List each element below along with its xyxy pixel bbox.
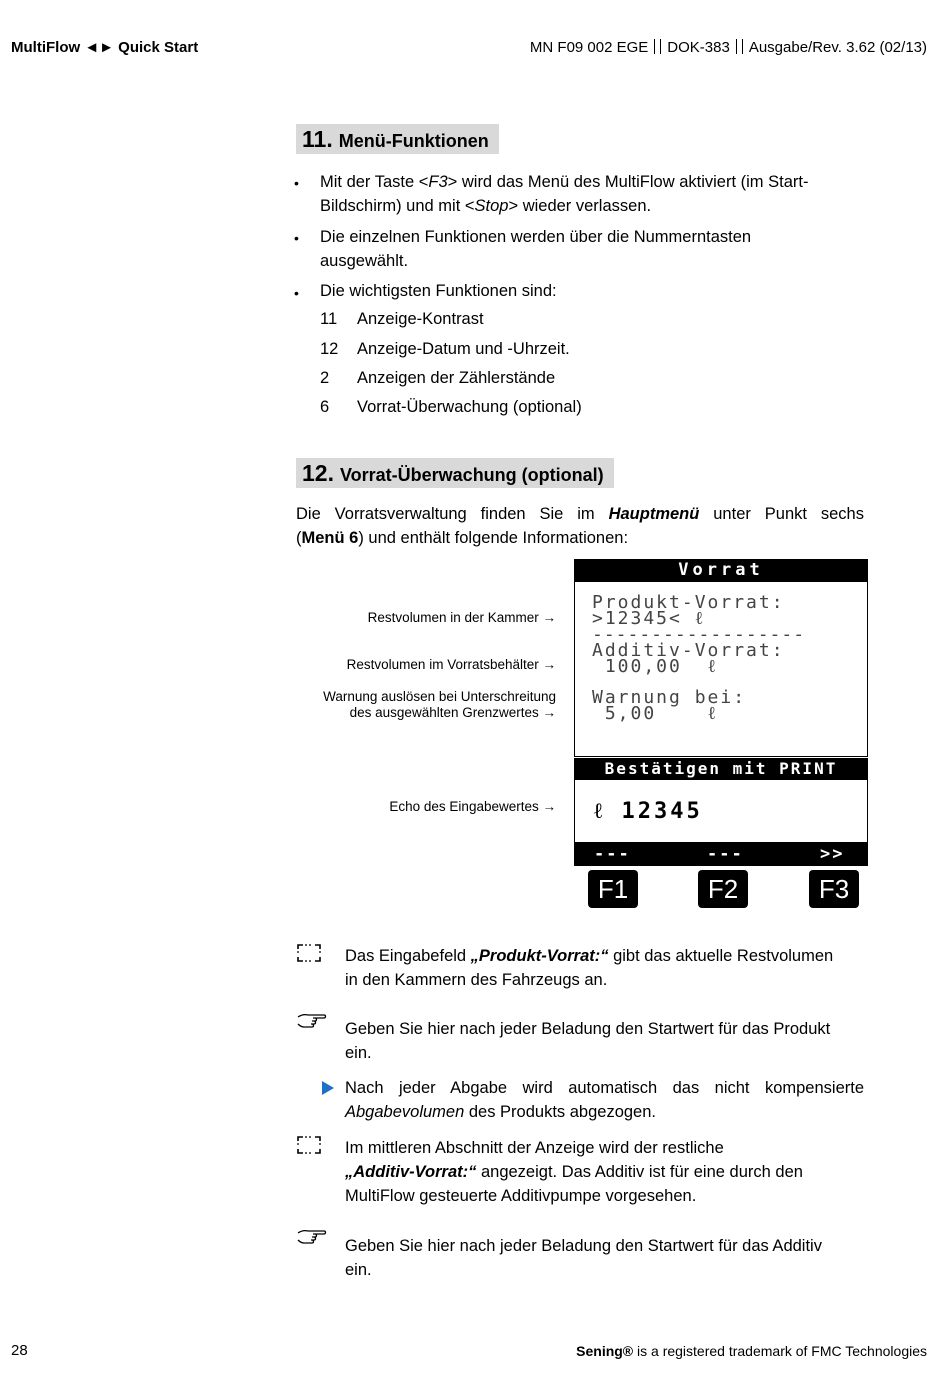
input-field-icon [296,942,322,964]
lcd-softkey-bar [574,842,868,866]
doc-number: MN F09 002 EGE [529,39,649,56]
annotation-product-volume: Restvolumen in der Kammer → [367,610,556,625]
softkey-label-2: --- [707,844,744,864]
section-11-heading [296,124,499,154]
input-field-icon [296,1134,322,1156]
annotation-echo: Echo des Eingabewertes → [389,799,556,814]
separator [736,39,743,54]
pointing-hand-icon [296,1012,328,1032]
f1-key[interactable]: F1 [588,870,638,908]
lcd-confirm-bar: Bestätigen mit PRINT [574,758,868,780]
f3-key[interactable]: F3 [809,870,859,908]
bullet-3-text: Die wichtigsten Funktionen sind: [320,282,557,300]
annotation-warning-threshold: Warnung auslösen bei Unterschreitung des ausgewählten Grenzwertes → [323,689,556,720]
menu-item-number: 11 [320,310,338,328]
lcd-additive-value: 100,00 ℓ [592,656,719,677]
footer-trademark: Sening® is a registered trademark of FMC Technologies [576,1343,927,1359]
bullet-icon: • [294,175,299,191]
revision: Ausgabe/Rev. 3.62 (02/13) [748,39,927,56]
softkey-label-1: --- [594,844,631,864]
section-number: 11. [302,126,333,152]
separator [654,39,661,54]
pointing-hand-icon [296,1228,328,1248]
menu-item-number: 6 [320,398,330,416]
section-title: Menü-Funktionen [338,131,489,151]
menu-item-number: 12 [320,340,339,358]
lcd-echo-value: ℓ 12345 [594,799,703,824]
bullet-2-text: Die einzelnen Funktionen werden über die Nummerntasten ausgewählt. [320,228,752,270]
lcd-warning-value: 5,00 ℓ [592,703,719,724]
menu-item-label: Vorrat-Überwachung (optional) [357,398,582,416]
menu-item-label: Anzeige-Datum und -Uhrzeit. [357,340,570,358]
note-product-field: Das Eingabefeld „Produkt-Vorrat:“ gibt das aktuelle Restvolumen in den Kammern des Fahrzeugs an. [345,947,834,989]
note-additive-field: Im mittleren Abschnitt der Anzeige wird der restliche „Additiv-Vorrat:“ angezeigt. Das Additiv ist für eine durch den MultiFlow gesteuerte Additivpumpe vorgesehen. [345,1139,803,1205]
header-doc-info [530,39,927,56]
annotation-additive-volume: Restvolumen im Vorratsbehälter → [346,657,556,672]
menu-item-label: Anzeigen der Zählerstände [357,369,556,387]
bullet-icon: • [294,230,299,246]
bullet-1-text: Mit der Taste <F3> wird das Menü des MultiFlow aktiviert (im Start- Bildschirm) und mit <Stop> wieder verlassen. [320,173,809,215]
liter-unit: ℓ [594,799,606,824]
arrow-right-icon [320,1080,336,1096]
lcd-additive-label: Additiv-Vorrat: [592,640,785,661]
softkey-label-3: >> [820,844,845,864]
menu-item-label: Anzeige-Kontrast [357,310,484,328]
menu-item-number: 2 [320,369,330,387]
note-product-start-value: Geben Sie hier nach jeder Beladung den Startwert für das Produkt ein. [345,1020,831,1062]
header-title: MultiFlow ◄► Quick Start [11,39,199,56]
lcd-product-label: Produkt-Vorrat: [592,592,785,613]
lcd-product-value: >12345< ℓ [592,608,706,629]
dok-number: DOK-383 [667,39,730,56]
bullet-icon: • [294,285,299,301]
note-additive-start-value: Geben Sie hier nach jeder Beladung den Startwert für das Additiv ein. [345,1237,822,1279]
lcd-title-bar: Vorrat [574,559,868,582]
section-12-heading [296,458,614,488]
lcd-warning-label: Warnung bei: [592,687,747,708]
section-12-intro: Die Vorratsverwaltung finden Sie im Hauptmenü unter Punkt sechs (Menü 6) und enthält folgende Informationen: [296,505,864,547]
section-number: 12. [302,460,334,486]
page-number: 28 [11,1342,28,1359]
f2-key[interactable]: F2 [698,870,748,908]
section-title: Vorrat-Überwachung (optional) [339,465,604,485]
lcd-divider: ------------------ [592,624,806,645]
note-automatic-deduction: Nach jeder Abgabe wird automatisch das nicht kompensierte Abgabevolumen des Produkts abgezogen. [345,1079,864,1121]
